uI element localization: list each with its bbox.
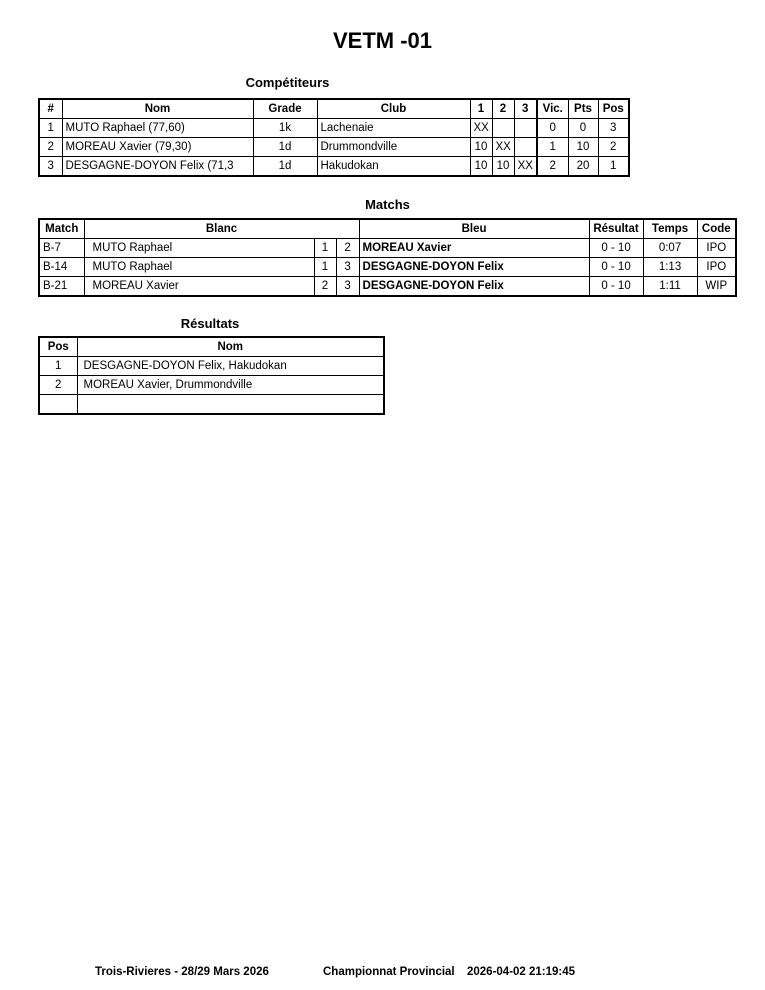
competitor-club: Lachenaie xyxy=(317,119,470,138)
col-club: Club xyxy=(317,99,470,119)
match-blanc-num: 2 xyxy=(314,277,336,297)
match-bleu-num: 3 xyxy=(336,277,359,297)
match-temps: 0:07 xyxy=(643,239,697,258)
col-nom: Nom xyxy=(62,99,253,119)
competitor-grade: 1k xyxy=(253,119,317,138)
competitor-pos: 1 xyxy=(598,157,629,177)
result-name: DESGAGNE-DOYON Felix, Hakudokan xyxy=(77,357,384,376)
match-bleu: MOREAU Xavier xyxy=(359,239,589,258)
competitor-grade: 1d xyxy=(253,157,317,177)
footer-timestamp: 2026-04-02 21:19:45 xyxy=(467,966,576,978)
match-resultat: 0 - 10 xyxy=(589,277,643,297)
col-bleu: Bleu xyxy=(359,219,589,239)
table-row xyxy=(39,277,736,297)
result-pos: 2 xyxy=(39,376,77,395)
table-row xyxy=(39,119,629,138)
competitor-club: Hakudokan xyxy=(317,157,470,177)
competitor-pts: 20 xyxy=(568,157,598,177)
result-name xyxy=(77,395,384,415)
table-row xyxy=(39,376,384,395)
col-blanc: Blanc xyxy=(84,219,359,239)
match-code: WIP xyxy=(697,277,736,297)
match-blanc: MOREAU Xavier xyxy=(84,277,314,297)
match-blanc: MUTO Raphael xyxy=(84,258,314,277)
match-id: B-7 xyxy=(39,239,84,258)
competitors-heading: Compétiteurs xyxy=(245,75,330,90)
col-m2: 2 xyxy=(492,99,514,119)
col-pts: Pts xyxy=(568,99,598,119)
competitor-num: 1 xyxy=(39,119,62,138)
competitor-m2: XX xyxy=(492,138,514,157)
footer-event: Championnat Provincial xyxy=(323,966,455,978)
col-pos: Pos xyxy=(598,99,629,119)
competitor-m2 xyxy=(492,119,514,138)
result-name: MOREAU Xavier, Drummondville xyxy=(77,376,384,395)
competitor-m3: XX xyxy=(514,157,537,177)
col-m1: 1 xyxy=(470,99,492,119)
competitor-m2: 10 xyxy=(492,157,514,177)
match-id: B-14 xyxy=(39,258,84,277)
col-grade: Grade xyxy=(253,99,317,119)
col-nom: Nom xyxy=(77,337,384,357)
competitor-num: 2 xyxy=(39,138,62,157)
competitor-name: MUTO Raphael (77,60) xyxy=(62,119,253,138)
col-temps: Temps xyxy=(643,219,697,239)
table-row xyxy=(39,239,736,258)
matches-header-row xyxy=(39,219,736,239)
col-vic: Vic. xyxy=(537,99,568,119)
table-row xyxy=(39,395,384,415)
competitor-grade: 1d xyxy=(253,138,317,157)
competitor-pos: 2 xyxy=(598,138,629,157)
table-row xyxy=(39,138,629,157)
match-resultat: 0 - 10 xyxy=(589,258,643,277)
competitor-pts: 10 xyxy=(568,138,598,157)
match-blanc: MUTO Raphael xyxy=(84,239,314,258)
results-table xyxy=(38,336,385,415)
match-code: IPO xyxy=(697,258,736,277)
match-code: IPO xyxy=(697,239,736,258)
competitor-name: MOREAU Xavier (79,30) xyxy=(62,138,253,157)
table-row xyxy=(39,258,736,277)
col-match: Match xyxy=(39,219,84,239)
result-pos: 1 xyxy=(39,357,77,376)
competitor-m3 xyxy=(514,138,537,157)
footer-location: Trois-Rivieres - 28/29 Mars 2026 xyxy=(95,966,269,978)
match-bleu-num: 3 xyxy=(336,258,359,277)
col-code: Code xyxy=(697,219,736,239)
table-row xyxy=(39,357,384,376)
competitor-vic: 0 xyxy=(537,119,568,138)
match-bleu: DESGAGNE-DOYON Felix xyxy=(359,258,589,277)
competitor-m1: 10 xyxy=(470,157,492,177)
matches-heading: Matchs xyxy=(365,197,410,212)
matches-table xyxy=(38,218,737,297)
competitor-vic: 2 xyxy=(537,157,568,177)
match-resultat: 0 - 10 xyxy=(589,239,643,258)
results-heading: Résultats xyxy=(180,316,240,331)
match-blanc-num: 1 xyxy=(314,258,336,277)
results-header-row xyxy=(39,337,384,357)
col-m3: 3 xyxy=(514,99,537,119)
match-id: B-21 xyxy=(39,277,84,297)
competitor-m1: XX xyxy=(470,119,492,138)
result-pos xyxy=(39,395,77,415)
competitor-club: Drummondville xyxy=(317,138,470,157)
competitor-name: DESGAGNE-DOYON Felix (71,3 xyxy=(62,157,253,177)
competitor-vic: 1 xyxy=(537,138,568,157)
col-pos: Pos xyxy=(39,337,77,357)
competitor-m1: 10 xyxy=(470,138,492,157)
table-row xyxy=(39,157,629,177)
page-title: VETM -01 xyxy=(332,28,433,53)
competitor-pts: 0 xyxy=(568,119,598,138)
match-blanc-num: 1 xyxy=(314,239,336,258)
match-temps: 1:11 xyxy=(643,277,697,297)
competitor-num: 3 xyxy=(39,157,62,177)
match-bleu-num: 2 xyxy=(336,239,359,258)
col-num: # xyxy=(39,99,62,119)
competitors-table xyxy=(38,98,630,177)
competitors-header-row xyxy=(39,99,629,119)
competitor-pos: 3 xyxy=(598,119,629,138)
match-bleu: DESGAGNE-DOYON Felix xyxy=(359,277,589,297)
match-temps: 1:13 xyxy=(643,258,697,277)
col-resultat: Résultat xyxy=(589,219,643,239)
competitor-m3 xyxy=(514,119,537,138)
